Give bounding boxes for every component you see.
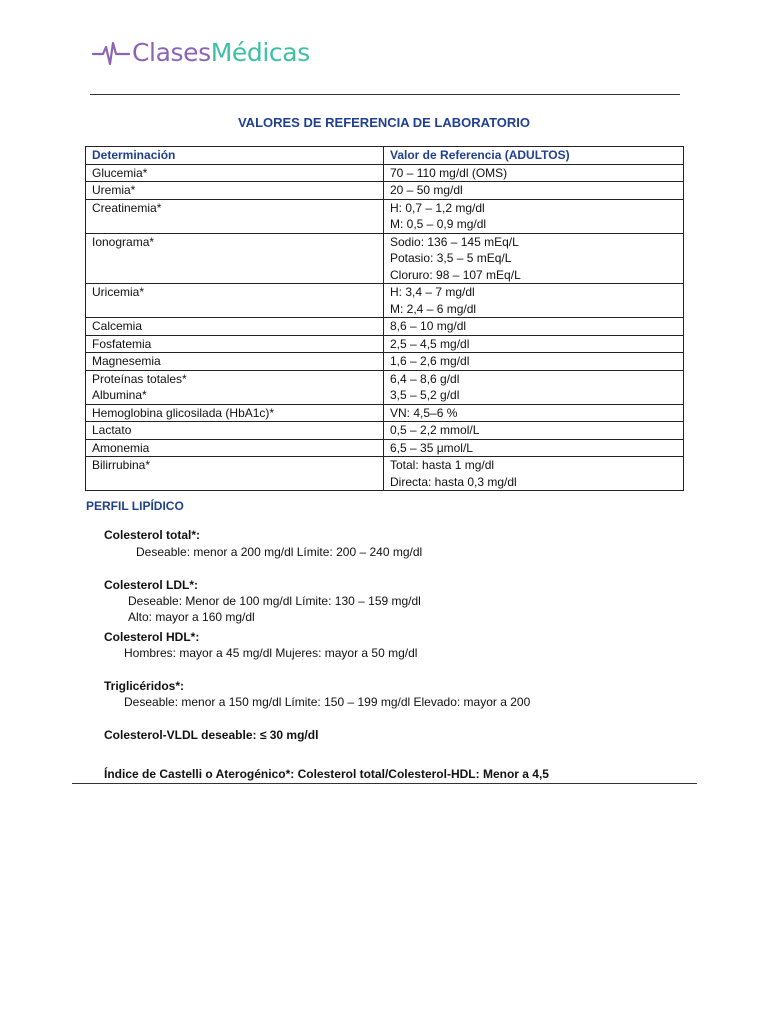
reference-value-cell	[384, 422, 684, 440]
determination-cell	[86, 439, 384, 457]
determination-name: Uricemia*	[92, 285, 145, 299]
determination-cell	[86, 370, 384, 404]
logo-text-medicas: Médicas	[210, 38, 310, 67]
brand-logo	[92, 36, 310, 70]
column-header-reference-value: Valor de Referencia (ADULTOS)	[384, 147, 684, 165]
determination-name: Lactato	[92, 423, 132, 437]
determination-cell	[86, 284, 384, 318]
determination-cell	[86, 182, 384, 200]
table-row	[86, 335, 684, 353]
table-row	[86, 422, 684, 440]
determination-name: Fosfatemia	[92, 336, 152, 351]
reference-value: 1,6 – 2,6 mg/dl	[390, 354, 470, 368]
determination-name: Magnesemia	[92, 354, 161, 368]
table-row	[86, 353, 684, 371]
reference-value: 20 – 50 mg/dl	[390, 183, 463, 197]
reference-value: 3,5 – 5,2 g/dl	[390, 388, 460, 402]
reference-value: Cloruro: 98 – 107 mEq/L	[390, 267, 521, 282]
table-row	[86, 318, 684, 336]
reference-value-cell	[384, 370, 684, 404]
determination-cell	[86, 199, 384, 233]
reference-value-cell	[384, 353, 684, 371]
reference-value-cell	[384, 182, 684, 200]
table-body	[86, 164, 684, 491]
table-row	[86, 370, 684, 404]
determination-cell	[86, 404, 384, 422]
reference-value: 2,5 – 4,5 mg/dl	[390, 336, 470, 351]
reference-value-cell	[384, 335, 684, 353]
table-row	[86, 284, 684, 318]
reference-value: 8,6 – 10 mg/dl	[390, 319, 467, 333]
top-divider	[90, 94, 680, 95]
reference-value: H: 3,4 – 7 mg/dl	[390, 285, 475, 299]
determination-cell	[86, 335, 384, 353]
determination-name: Hemoglobina glicosilada (HbA1c)*	[92, 405, 275, 420]
ldl-label: Colesterol LDL*:	[104, 578, 199, 592]
determination-name: Uremia*	[92, 183, 136, 197]
reference-value-cell	[384, 439, 684, 457]
hdl-value: Hombres: mayor a 45 mg/dl Mujeres: mayor a 50 mg/dl	[124, 646, 418, 660]
reference-value-cell	[384, 457, 684, 491]
vldl-value: Colesterol-VLDL deseable: ≤ 30 mg/dl	[104, 728, 319, 742]
determination-name: Albumina*	[92, 388, 147, 402]
determination-cell	[86, 457, 384, 491]
determination-cell	[86, 353, 384, 371]
ldl-value-desirable: Deseable: Menor de 100 mg/dl Límite: 130 – 159 mg/dl	[128, 594, 421, 608]
total-cholesterol-value: Deseable: menor a 200 mg/dl Límite: 200 – 240 mg/dl	[136, 545, 423, 559]
reference-value: Directa: hasta 0,3 mg/dl	[390, 474, 517, 489]
reference-value-cell	[384, 199, 684, 233]
heartbeat-icon	[92, 39, 130, 67]
determination-name: Ionograma*	[92, 234, 155, 249]
logo-text-clases: Clases	[132, 38, 211, 67]
determination-cell	[86, 164, 384, 182]
reference-value: 0,5 – 2,2 mmol/L	[390, 423, 480, 437]
hdl-label: Colesterol HDL*:	[104, 630, 200, 644]
determination-name: Proteínas totales*	[92, 371, 187, 386]
table-header-row	[86, 147, 684, 165]
reference-table	[85, 146, 684, 491]
reference-value: Total: hasta 1 mg/dl	[390, 458, 495, 472]
determination-name: Glucemia*	[92, 165, 148, 180]
table-row	[86, 404, 684, 422]
triglycerides-label: Triglicéridos*:	[104, 679, 185, 693]
determination-cell	[86, 318, 384, 336]
reference-value-cell	[384, 284, 684, 318]
triglycerides-value: Deseable: menor a 150 mg/dl Límite: 150 – 199 mg/dl Elevado: mayor a 200	[124, 695, 531, 709]
table-row	[86, 199, 684, 233]
bottom-divider	[72, 783, 697, 784]
reference-value: VN: 4,5–6 %	[390, 405, 458, 420]
castelli-index: Índice de Castelli o Aterogénico*: Colesterol total/Colesterol-HDL: Menor a 4,5	[104, 767, 549, 781]
reference-value: Potasio: 3,5 – 5 mEq/L	[390, 251, 512, 265]
determination-name: Bilirrubina*	[92, 458, 151, 472]
total-cholesterol-label: Colesterol total*:	[104, 528, 201, 542]
reference-value-cell	[384, 318, 684, 336]
determination-name: Calcemia	[92, 319, 143, 333]
reference-value-cell	[384, 404, 684, 422]
reference-value-cell	[384, 233, 684, 284]
ldl-value-high: Alto: mayor a 160 mg/dl	[128, 610, 255, 624]
lipid-section-title: PERFIL LIPÍDICO	[86, 499, 184, 513]
table-row	[86, 439, 684, 457]
table-row	[86, 164, 684, 182]
table-row	[86, 457, 684, 491]
page-title: VALORES DE REFERENCIA DE LABORATORIO	[237, 115, 531, 130]
reference-value: Sodio: 136 – 145 mEq/L	[390, 234, 519, 249]
determination-cell	[86, 422, 384, 440]
table-row	[86, 233, 684, 284]
reference-value: M: 0,5 – 0,9 mg/dl	[390, 217, 487, 231]
determination-name: Amonemia	[92, 440, 150, 455]
reference-value: M: 2,4 – 6 mg/dl	[390, 301, 477, 316]
determination-name: Creatinemia*	[92, 200, 162, 215]
reference-value: 6,5 – 35 μmol/L	[390, 440, 473, 455]
table-row	[86, 182, 684, 200]
determination-cell	[86, 233, 384, 284]
reference-value: H: 0,7 – 1,2 mg/dl	[390, 200, 485, 215]
reference-value-cell	[384, 164, 684, 182]
reference-value: 70 – 110 mg/dl (OMS)	[390, 165, 508, 180]
reference-value: 6,4 – 8,6 g/dl	[390, 371, 460, 386]
column-header-determination: Determinación	[86, 147, 384, 165]
logo-text	[132, 36, 310, 70]
